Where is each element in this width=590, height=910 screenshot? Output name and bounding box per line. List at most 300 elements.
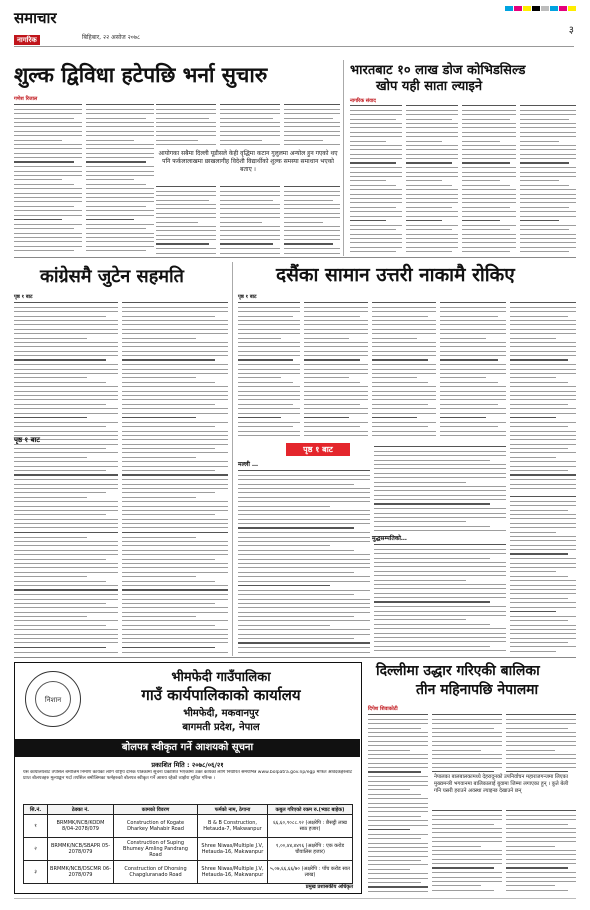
text-line xyxy=(510,625,576,626)
text-line xyxy=(350,145,402,146)
text-line xyxy=(374,601,490,602)
text-line xyxy=(14,369,118,370)
text-line xyxy=(238,607,370,608)
text-line xyxy=(432,881,502,882)
text-line xyxy=(406,141,442,142)
text-line xyxy=(304,426,360,427)
text-line xyxy=(122,329,228,330)
table-row xyxy=(24,815,353,838)
text-line xyxy=(14,215,82,216)
text-line xyxy=(14,413,118,414)
text-line xyxy=(156,253,216,254)
text-line xyxy=(432,819,502,820)
text-line xyxy=(350,189,402,190)
text-line xyxy=(238,426,293,427)
text-line xyxy=(374,455,506,456)
text-line xyxy=(304,346,368,347)
text-line xyxy=(304,307,368,308)
text-line xyxy=(506,754,576,755)
text-line xyxy=(122,484,228,485)
text-line xyxy=(14,324,118,325)
text-line xyxy=(238,563,370,564)
text-line xyxy=(374,558,490,559)
text-line xyxy=(506,728,568,729)
text-line xyxy=(14,501,118,502)
text-line xyxy=(440,320,506,321)
text-line xyxy=(510,646,576,647)
color-swatch xyxy=(550,6,558,11)
text-line xyxy=(510,540,576,541)
text-line xyxy=(372,351,436,352)
text-line xyxy=(86,175,154,176)
text-line xyxy=(462,211,516,212)
text-line xyxy=(506,815,576,816)
text-line xyxy=(432,750,481,751)
col-amount: कबुल गरिएको रकम रु.(भ्याट बाहेक) xyxy=(268,805,353,815)
table-row xyxy=(24,861,353,884)
text-line xyxy=(520,158,576,159)
text-line xyxy=(510,518,576,519)
text-line xyxy=(506,828,576,829)
text-line xyxy=(462,220,500,221)
text-line xyxy=(220,135,280,136)
text-line xyxy=(238,351,300,352)
text-line xyxy=(406,207,452,208)
text-line xyxy=(238,377,281,378)
text-line xyxy=(432,728,494,729)
text-line xyxy=(14,179,62,180)
text-line xyxy=(350,202,402,203)
text-line xyxy=(506,736,576,737)
text-line xyxy=(506,846,555,847)
story6-pull-quote: नेपालका बालबालकामध्ये देहरादूनको उपनिर्वाचन महाराजगन्जमा लिएका मुख्यमन्त्री भगवानमा बालिकालाई बुवामा जिम्मा लगाएका हुन् । कुते बेली गनि यसरी हराउने अवस्था ल्याइन्छ देखाउने छन् xyxy=(434,774,569,794)
text-line xyxy=(432,810,502,811)
ad-title-bar: बोलपत्र स्वीकृत गर्ने आशयको सूचना xyxy=(15,739,360,757)
text-line xyxy=(510,444,576,445)
text-line xyxy=(432,767,502,768)
text-line xyxy=(510,408,576,409)
text-line xyxy=(510,638,576,639)
text-line xyxy=(368,803,428,804)
ad-publish-date: प्रकाशित मिति : २०७८/०६/२१ xyxy=(151,761,224,769)
text-line xyxy=(520,242,576,243)
text-line xyxy=(510,651,556,652)
text-line xyxy=(506,819,576,820)
text-line xyxy=(372,355,436,356)
text-line xyxy=(462,136,516,137)
text-line xyxy=(462,251,510,252)
text-line xyxy=(122,391,228,392)
story1-byline: गणेश रिजाल xyxy=(14,96,38,102)
text-line xyxy=(520,194,576,195)
text-line xyxy=(368,829,410,830)
text-line xyxy=(284,204,340,205)
text-line xyxy=(350,158,402,159)
text-line xyxy=(304,324,368,325)
text-line xyxy=(440,369,506,370)
text-line xyxy=(14,652,118,653)
text-line xyxy=(14,135,82,136)
cell-amount: १,००,४४,४४१६ (अक्षरेपि : एक करोड चौवालिस हजार) xyxy=(268,838,353,861)
text-line xyxy=(432,832,502,833)
text-line xyxy=(506,741,576,742)
text-line xyxy=(304,369,368,370)
text-line xyxy=(238,399,300,400)
text-line xyxy=(350,220,386,221)
text-line xyxy=(510,333,576,334)
text-line xyxy=(406,198,458,199)
text-line xyxy=(368,886,428,887)
text-line xyxy=(462,247,516,248)
text-line xyxy=(520,176,576,177)
text-line xyxy=(510,369,576,370)
text-line xyxy=(122,479,228,480)
text-line xyxy=(368,781,428,782)
text-line xyxy=(122,316,215,317)
text-line xyxy=(14,466,118,467)
text-line xyxy=(432,872,502,873)
text-line xyxy=(238,369,300,370)
text-line xyxy=(86,131,154,132)
cell-firm: Shree Niwas/Multiple J.V, Hetauda-16, Makwanpur xyxy=(198,838,268,861)
text-line xyxy=(122,647,215,648)
text-line xyxy=(14,210,82,211)
text-line xyxy=(520,220,559,221)
text-line xyxy=(86,140,134,141)
text-line xyxy=(122,510,228,511)
text-line xyxy=(14,153,82,154)
text-line xyxy=(350,247,402,248)
text-line xyxy=(520,211,576,212)
text-line xyxy=(86,224,154,225)
text-line xyxy=(122,607,228,608)
text-line xyxy=(14,642,118,643)
text-line xyxy=(520,154,576,155)
text-line xyxy=(406,211,458,212)
text-line xyxy=(510,338,556,339)
text-line xyxy=(14,373,118,374)
text-line xyxy=(14,510,118,511)
text-line xyxy=(368,816,421,817)
text-line xyxy=(406,105,458,106)
text-line xyxy=(122,572,228,573)
text-line xyxy=(14,589,118,590)
text-line xyxy=(238,391,300,392)
text-line xyxy=(284,186,340,187)
text-line xyxy=(374,468,506,469)
text-line xyxy=(372,382,428,383)
text-line xyxy=(238,338,281,339)
text-line xyxy=(506,872,576,873)
cell-desc: Construction of Suping Bhumey Amling Pandrang Road xyxy=(114,838,198,861)
story5-subhead: मुद्धसम्पतिको… xyxy=(372,535,407,542)
text-line xyxy=(440,302,506,303)
text-line xyxy=(510,589,576,590)
text-line xyxy=(220,226,280,227)
text-line xyxy=(122,324,228,325)
text-line xyxy=(520,180,559,181)
text-line xyxy=(440,417,486,418)
text-line xyxy=(510,395,576,396)
text-line xyxy=(350,198,402,199)
text-line xyxy=(432,732,502,733)
text-line xyxy=(14,233,82,234)
text-line xyxy=(372,307,436,308)
text-line xyxy=(304,316,360,317)
text-line xyxy=(86,215,154,216)
text-line xyxy=(440,333,506,334)
story1-headline: शुल्क द्विविधा हटेपछि भर्ना सुचारु xyxy=(14,62,268,87)
text-line xyxy=(372,395,436,396)
text-line xyxy=(406,123,458,124)
text-line xyxy=(238,497,370,498)
text-line xyxy=(510,620,568,621)
story4-text-col4 xyxy=(440,302,506,438)
text-line xyxy=(510,382,568,383)
text-line xyxy=(14,144,82,145)
text-line xyxy=(432,714,502,715)
text-line xyxy=(462,119,510,120)
text-line xyxy=(14,612,118,613)
text-line xyxy=(220,140,262,141)
text-line xyxy=(122,435,228,436)
text-line xyxy=(406,216,458,217)
text-line xyxy=(432,890,494,891)
text-line xyxy=(220,131,280,132)
text-line xyxy=(350,149,402,150)
text-line xyxy=(122,431,228,432)
text-line xyxy=(510,413,576,414)
text-line xyxy=(284,239,340,240)
text-line xyxy=(372,386,436,387)
text-line xyxy=(374,580,466,581)
text-line xyxy=(374,571,506,572)
text-line xyxy=(372,431,436,432)
text-line xyxy=(122,377,196,378)
text-line xyxy=(86,148,154,149)
text-line xyxy=(432,763,502,764)
text-line xyxy=(368,763,428,764)
text-line xyxy=(86,109,154,110)
text-line xyxy=(462,234,516,235)
text-line xyxy=(122,581,215,582)
text-line xyxy=(122,404,215,405)
text-line xyxy=(284,253,340,254)
text-line xyxy=(14,527,118,528)
text-line xyxy=(14,224,82,225)
text-line xyxy=(122,603,215,604)
story4-headline: दसैंका सामान उत्तरी नाकामै रोकिए xyxy=(276,264,515,286)
text-line xyxy=(238,652,370,653)
text-line xyxy=(14,572,118,573)
text-line xyxy=(122,369,228,370)
text-line xyxy=(86,233,154,234)
text-line xyxy=(14,545,118,546)
text-line xyxy=(350,238,402,239)
text-line xyxy=(304,435,368,436)
text-line xyxy=(368,878,428,879)
text-line xyxy=(432,828,502,829)
text-line xyxy=(238,342,300,343)
text-line xyxy=(238,572,354,573)
text-line xyxy=(156,122,216,123)
text-line xyxy=(368,891,428,892)
text-line xyxy=(122,620,228,621)
logo-subtitle: नागरिक xyxy=(14,35,40,45)
text-line xyxy=(238,620,370,621)
cell-amount: ५,०७,६६,६६/७० (अक्षरेपि : पाँच करोड सात लाख) xyxy=(268,861,353,884)
registration-color-strip xyxy=(505,6,576,11)
text-line xyxy=(374,451,506,452)
text-line xyxy=(350,185,396,186)
text-line xyxy=(122,559,215,560)
text-line xyxy=(368,860,421,861)
text-line xyxy=(432,741,502,742)
text-line xyxy=(440,373,506,374)
text-line xyxy=(462,202,516,203)
text-line xyxy=(372,364,436,365)
text-line xyxy=(86,246,154,247)
text-line xyxy=(368,789,410,790)
text-line xyxy=(220,191,280,192)
text-line xyxy=(220,208,280,209)
text-line xyxy=(520,225,576,226)
text-line xyxy=(406,238,458,239)
ad-office-line4: बागमती प्रदेश, नेपाल xyxy=(182,722,260,733)
text-line xyxy=(350,242,402,243)
text-line xyxy=(304,373,368,374)
text-line xyxy=(122,519,228,520)
text-line xyxy=(238,550,354,551)
text-line xyxy=(14,448,106,449)
story4-text-col3 xyxy=(372,302,436,438)
story4-text-col2 xyxy=(304,302,368,438)
tender-notice-ad xyxy=(14,662,362,894)
text-line xyxy=(14,461,118,462)
story6-headline-line1: दिल्लीमा उद्धार गरिएकी बालिका xyxy=(376,663,540,679)
text-line xyxy=(374,628,506,629)
text-line xyxy=(86,193,154,194)
text-line xyxy=(510,510,568,511)
text-line xyxy=(284,195,340,196)
text-line xyxy=(506,832,576,833)
text-line xyxy=(14,311,118,312)
text-line xyxy=(510,316,568,317)
text-line xyxy=(406,136,458,137)
text-line xyxy=(350,105,402,106)
text-line xyxy=(432,771,494,772)
text-line xyxy=(368,843,428,844)
text-line xyxy=(220,239,280,240)
text-line xyxy=(462,180,500,181)
text-line xyxy=(440,431,506,432)
text-line xyxy=(510,399,576,400)
text-line xyxy=(406,202,458,203)
text-line xyxy=(14,307,118,308)
text-line xyxy=(368,838,421,839)
text-line xyxy=(374,553,506,554)
text-line xyxy=(304,351,368,352)
text-line xyxy=(462,105,516,106)
government-emblem-icon xyxy=(25,671,81,727)
text-line xyxy=(432,859,502,860)
text-line xyxy=(122,417,196,418)
text-line xyxy=(350,114,402,115)
story1-text-col2 xyxy=(86,104,154,254)
text-line xyxy=(368,869,410,870)
text-line xyxy=(122,422,228,423)
text-line xyxy=(220,195,280,196)
text-line xyxy=(284,222,323,223)
text-line xyxy=(406,172,458,173)
text-line xyxy=(368,728,421,729)
text-line xyxy=(432,885,481,886)
text-line xyxy=(220,217,280,218)
text-line xyxy=(122,616,196,617)
text-line xyxy=(510,391,576,392)
text-line xyxy=(122,634,228,635)
text-line xyxy=(122,554,228,555)
text-line xyxy=(122,426,215,427)
text-line xyxy=(406,114,458,115)
text-line xyxy=(406,158,458,159)
text-line xyxy=(374,473,506,474)
text-line xyxy=(510,549,576,550)
text-line xyxy=(304,333,368,334)
text-line xyxy=(122,550,228,551)
text-line xyxy=(520,198,576,199)
text-line xyxy=(520,149,576,150)
newspaper-logo xyxy=(14,10,74,46)
cell-sn: ३ xyxy=(24,861,48,884)
text-line xyxy=(372,435,436,436)
color-swatch xyxy=(505,6,513,11)
text-line xyxy=(462,225,516,226)
text-line xyxy=(440,386,506,387)
text-line xyxy=(14,148,82,149)
text-line xyxy=(406,229,452,230)
text-line xyxy=(406,220,442,221)
cell-id: BRMMK/NCB/SBAPR 05-2078/079 xyxy=(48,838,114,861)
text-line xyxy=(14,474,118,475)
text-line xyxy=(520,141,559,142)
text-line xyxy=(14,342,118,343)
text-line xyxy=(14,426,106,427)
text-line xyxy=(510,470,568,471)
text-line xyxy=(372,329,436,330)
text-line xyxy=(440,404,498,405)
ad-office-line1: भीमफेदी गाउँपालिका xyxy=(171,670,271,685)
text-line xyxy=(462,194,516,195)
text-line xyxy=(14,126,82,127)
text-line xyxy=(122,338,196,339)
text-line xyxy=(304,408,368,409)
text-line xyxy=(14,620,118,621)
text-line xyxy=(238,492,370,493)
text-line xyxy=(156,126,216,127)
text-line xyxy=(406,189,458,190)
text-line xyxy=(122,444,228,445)
text-line xyxy=(86,228,146,229)
text-line xyxy=(520,202,576,203)
text-line xyxy=(238,408,300,409)
text-line xyxy=(510,501,576,502)
text-line xyxy=(122,625,215,626)
story5-text-col4 xyxy=(510,496,576,654)
text-line xyxy=(374,446,506,447)
text-line xyxy=(14,184,74,185)
text-line xyxy=(14,488,118,489)
